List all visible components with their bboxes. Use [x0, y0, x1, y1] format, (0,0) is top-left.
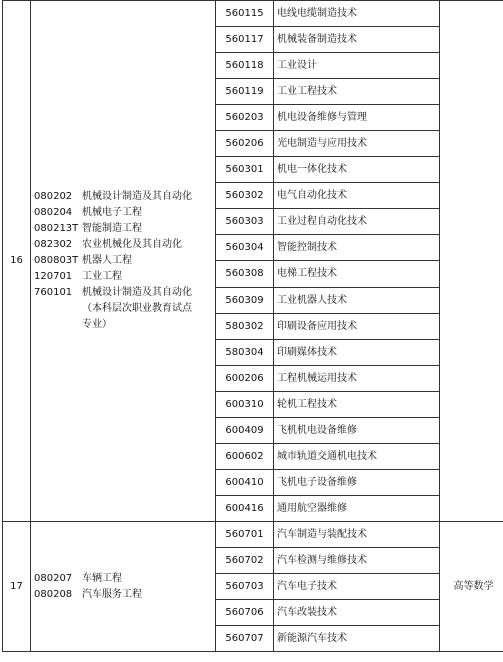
vocational-major-code: 560309 — [216, 287, 274, 313]
vocational-major-name: 工业设计 — [274, 53, 440, 79]
undergrad-major-name: 汽车服务工程 — [82, 588, 142, 600]
vocational-major-name: 汽车制造与装配技术 — [274, 521, 440, 547]
vocational-major-code: 560707 — [216, 626, 274, 652]
group-seq-cell: 17 — [3, 521, 31, 651]
undergrad-major-code: 760101 — [34, 286, 73, 298]
undergrad-major-name: 机械电子工程 — [82, 206, 142, 218]
table-body — [3, 1, 503, 652]
vocational-major-name: 工业工程技术 — [274, 79, 440, 105]
undergrad-major-item — [34, 237, 215, 253]
vocational-major-code: 600410 — [216, 469, 274, 495]
undergrad-major-item — [34, 587, 215, 603]
undergrad-major-code: 080803T — [34, 254, 79, 266]
undergrad-major-code: 120701 — [34, 270, 73, 282]
exam-subject-cell — [440, 1, 503, 522]
major-mapping-table — [2, 0, 503, 652]
vocational-major-code: 560301 — [216, 157, 274, 183]
vocational-major-name: 电梯工程技术 — [274, 261, 440, 287]
vocational-major-name: 工业过程自动化技术 — [274, 209, 440, 235]
vocational-major-name: 电线电缆制造技术 — [274, 1, 440, 27]
vocational-major-code: 560702 — [216, 547, 274, 573]
vocational-major-code: 560206 — [216, 131, 274, 157]
vocational-major-code: 560304 — [216, 235, 274, 261]
undergrad-major-code: 080213T — [34, 222, 79, 234]
vocational-major-code: 560119 — [216, 79, 274, 105]
undergrad-major-code: 080207 — [34, 572, 73, 584]
vocational-major-name: 新能源汽车技术 — [274, 626, 440, 652]
vocational-major-code: 560115 — [216, 1, 274, 27]
vocational-major-name: 工程机械运用技术 — [274, 365, 440, 391]
undergrad-major-name: 工业工程 — [82, 270, 122, 282]
undergrad-major-name: 车辆工程 — [82, 572, 122, 584]
vocational-major-name: 城市轨道交通机电技术 — [274, 443, 440, 469]
undergrad-major-item — [34, 269, 215, 285]
undergrad-major-code: 080202 — [34, 190, 73, 202]
undergrad-major-item — [34, 571, 215, 587]
vocational-major-name: 印刷媒体技术 — [274, 339, 440, 365]
vocational-major-name: 通用航空器维修 — [274, 495, 440, 521]
vocational-major-code: 560706 — [216, 600, 274, 626]
undergrad-major-code: 082302 — [34, 238, 73, 250]
vocational-major-name: 飞机机电设备维修 — [274, 417, 440, 443]
vocational-major-name: 印刷设备应用技术 — [274, 313, 440, 339]
vocational-major-code: 580304 — [216, 339, 274, 365]
table-row — [3, 1, 503, 27]
undergrad-note: 专业） — [82, 318, 112, 330]
vocational-major-code: 580302 — [216, 313, 274, 339]
undergrad-major-code: 080208 — [34, 588, 73, 600]
undergrad-major-item — [34, 285, 215, 301]
vocational-major-code: 560203 — [216, 105, 274, 131]
vocational-major-name: 光电制造与应用技术 — [274, 131, 440, 157]
exam-subject-cell: 高等数学 — [440, 521, 503, 651]
undergrad-major-name: 机械设计制造及其自动化 — [82, 286, 192, 298]
undergrad-major-name: 机器人工程 — [82, 254, 132, 266]
vocational-major-name: 机电设备维修与管理 — [274, 105, 440, 131]
vocational-major-code: 560303 — [216, 209, 274, 235]
vocational-major-code: 600310 — [216, 391, 274, 417]
vocational-major-name: 电气自动化技术 — [274, 183, 440, 209]
vocational-major-code: 560701 — [216, 521, 274, 547]
vocational-major-code: 560302 — [216, 183, 274, 209]
vocational-major-code: 600409 — [216, 417, 274, 443]
vocational-major-name: 智能控制技术 — [274, 235, 440, 261]
undergrad-major-item — [34, 253, 215, 269]
vocational-major-name: 轮机工程技术 — [274, 391, 440, 417]
vocational-major-code: 560118 — [216, 53, 274, 79]
undergrad-major-name: 农业机械化及其自动化 — [82, 238, 182, 250]
vocational-major-code: 600602 — [216, 443, 274, 469]
undergrad-majors-cell — [31, 521, 216, 651]
vocational-major-name: 汽车电子技术 — [274, 574, 440, 600]
undergrad-major-code: 080204 — [34, 206, 73, 218]
undergrad-major-item — [34, 221, 215, 237]
vocational-major-name: 机械装备制造技术 — [274, 27, 440, 53]
vocational-major-code: 560703 — [216, 574, 274, 600]
vocational-major-code: 600206 — [216, 365, 274, 391]
vocational-major-code: 600416 — [216, 495, 274, 521]
group-seq-cell: 16 — [3, 1, 31, 522]
undergrad-major-name: 机械设计制造及其自动化 — [82, 190, 192, 202]
vocational-major-name: 工业机器人技术 — [274, 287, 440, 313]
vocational-major-code: 560308 — [216, 261, 274, 287]
undergrad-majors-cell — [31, 1, 216, 522]
undergrad-major-item — [34, 205, 215, 221]
table-row — [3, 521, 503, 547]
undergrad-major-name: 智能制造工程 — [82, 222, 142, 234]
vocational-major-name: 汽车改装技术 — [274, 600, 440, 626]
vocational-major-name: 汽车检测与维修技术 — [274, 547, 440, 573]
vocational-major-code: 560117 — [216, 27, 274, 53]
undergrad-note: （本科层次职业教育试点 — [82, 302, 192, 314]
vocational-major-name: 机电一体化技术 — [274, 157, 440, 183]
vocational-major-name: 飞机电子设备维修 — [274, 469, 440, 495]
undergrad-major-item — [34, 189, 215, 205]
